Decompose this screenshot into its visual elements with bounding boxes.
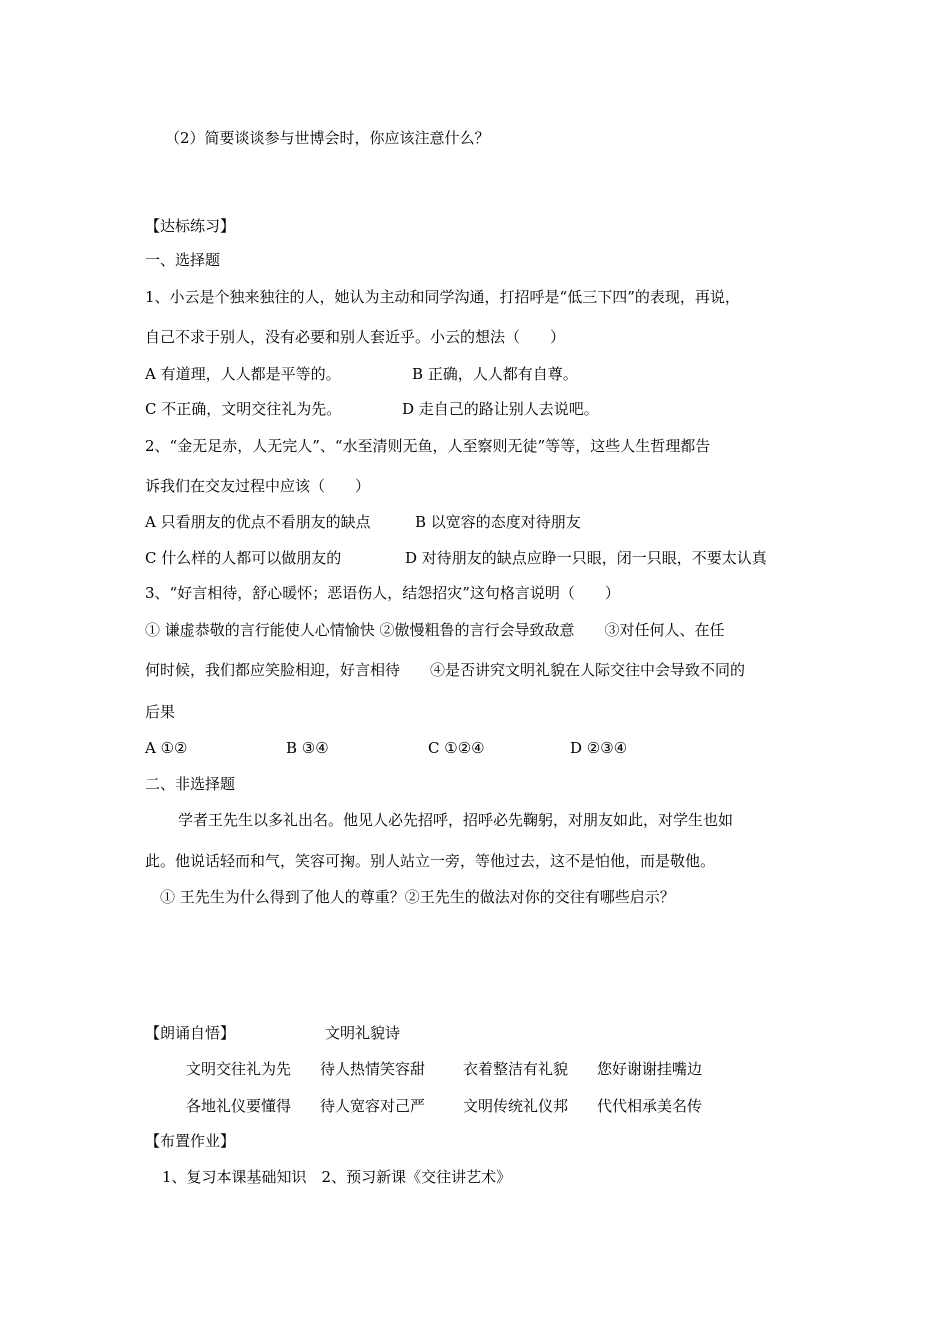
- q2-text-line2: 诉我们在交友过程中应该（ ）: [145, 477, 371, 495]
- poem-line: 您好谢谢挂嘴边: [597, 1060, 703, 1078]
- q2-options-row2: [0, 548, 950, 568]
- q2-option-d: D 对待朋友的缺点应睁一只眼，闭一只眼，不要太认真: [405, 549, 767, 567]
- q3-option-b: B ③④: [286, 739, 329, 757]
- part1-heading: 一、选择题: [145, 251, 221, 269]
- q3-text-line3: 何时候，我们都应笑脸相迎，好言相待 ④是否讲究文明礼貌在人际交往中会导致不同的: [145, 661, 746, 679]
- q3-option-c: C ①②④: [428, 739, 485, 757]
- q1-text-line1: 1、小云是个独来独往的人，她认为主动和同学沟通，打招呼是“低三下四”的表现，再说，: [145, 288, 740, 306]
- recite-header: [0, 1023, 950, 1043]
- homework-heading: 【布置作业】: [145, 1132, 236, 1150]
- q2-text-line1: 2、“金无足赤，人无完人”、“水至清则无鱼，人至察则无徒”等等，这些人生哲理都告: [145, 437, 711, 455]
- poem-title: 文明礼貌诗: [325, 1024, 401, 1042]
- poem-line: 文明传统礼仪邦: [463, 1097, 569, 1115]
- homework-text: 1、复习本课基础知识 2、预习新课《交往讲艺术》: [162, 1168, 512, 1186]
- poem-row-2: [0, 1096, 950, 1116]
- q2-option-a: A 只看朋友的优点不看朋友的缺点: [145, 513, 371, 531]
- q2-option-c: C 什么样的人都可以做朋友的: [145, 549, 342, 567]
- section-heading-practice: 【达标练习】: [145, 217, 236, 235]
- poem-line: 待人热情笑容甜: [320, 1060, 426, 1078]
- q1-option-b: B 正确，人人都有自尊。: [412, 365, 578, 383]
- q3-option-d: D ②③④: [570, 739, 628, 757]
- q1-text-line2: 自己不求于别人，没有必要和别人套近乎。小云的想法（ ）: [145, 328, 566, 346]
- part2-heading: 二、非选择题: [145, 775, 236, 793]
- poem-row-1: [0, 1059, 950, 1079]
- q1-option-c: C 不正确，文明交往礼为先。: [145, 400, 342, 418]
- q1-options-row1: [0, 364, 950, 384]
- poem-line: 各地礼仪要懂得: [186, 1097, 292, 1115]
- q2-options-row1: [0, 512, 950, 532]
- q3-option-a: A ①②: [145, 739, 188, 757]
- q3-text-line4: 后果: [145, 703, 176, 721]
- q1-option-a: A 有道理，人人都是平等的。: [145, 365, 341, 383]
- passage-question: ① 王先生为什么得到了他人的尊重？②王先生的做法对你的交往有哪些启示？: [160, 888, 675, 906]
- q3-options-row: [0, 738, 950, 758]
- passage-line2: 此。他说话轻而和气，笑容可掬。别人站立一旁，等他过去，这不是怕他，而是敬他。: [145, 852, 716, 870]
- poem-line: 代代相承美名传: [597, 1097, 703, 1115]
- q3-text-line1: 3、“好言相待，舒心暖怀；恶语伤人，结怨招灾”这句格言说明（ ）: [145, 584, 620, 602]
- poem-line: 待人宽容对己严: [320, 1097, 426, 1115]
- q1-option-d: D 走自己的路让别人去说吧。: [402, 400, 599, 418]
- poem-line: 文明交往礼为先: [186, 1060, 292, 1078]
- poem-line: 衣着整洁有礼貌: [463, 1060, 569, 1078]
- q1-options-row2: [0, 399, 950, 419]
- q3-text-line2: ① 谦虚恭敬的言行能使人心情愉快 ②傲慢粗鲁的言行会导致敌意 ③对任何人、在任: [145, 621, 725, 639]
- passage-line1: 学者王先生以多礼出名。他见人必先招呼，招呼必先鞠躬，对朋友如此，对学生也如: [178, 811, 734, 829]
- recite-heading: 【朗诵自悟】: [145, 1024, 236, 1042]
- q2-option-b: B 以宽容的态度对待朋友: [415, 513, 581, 531]
- previous-question: （2）简要谈谈参与世博会时，你应该注意什么？: [165, 129, 490, 147]
